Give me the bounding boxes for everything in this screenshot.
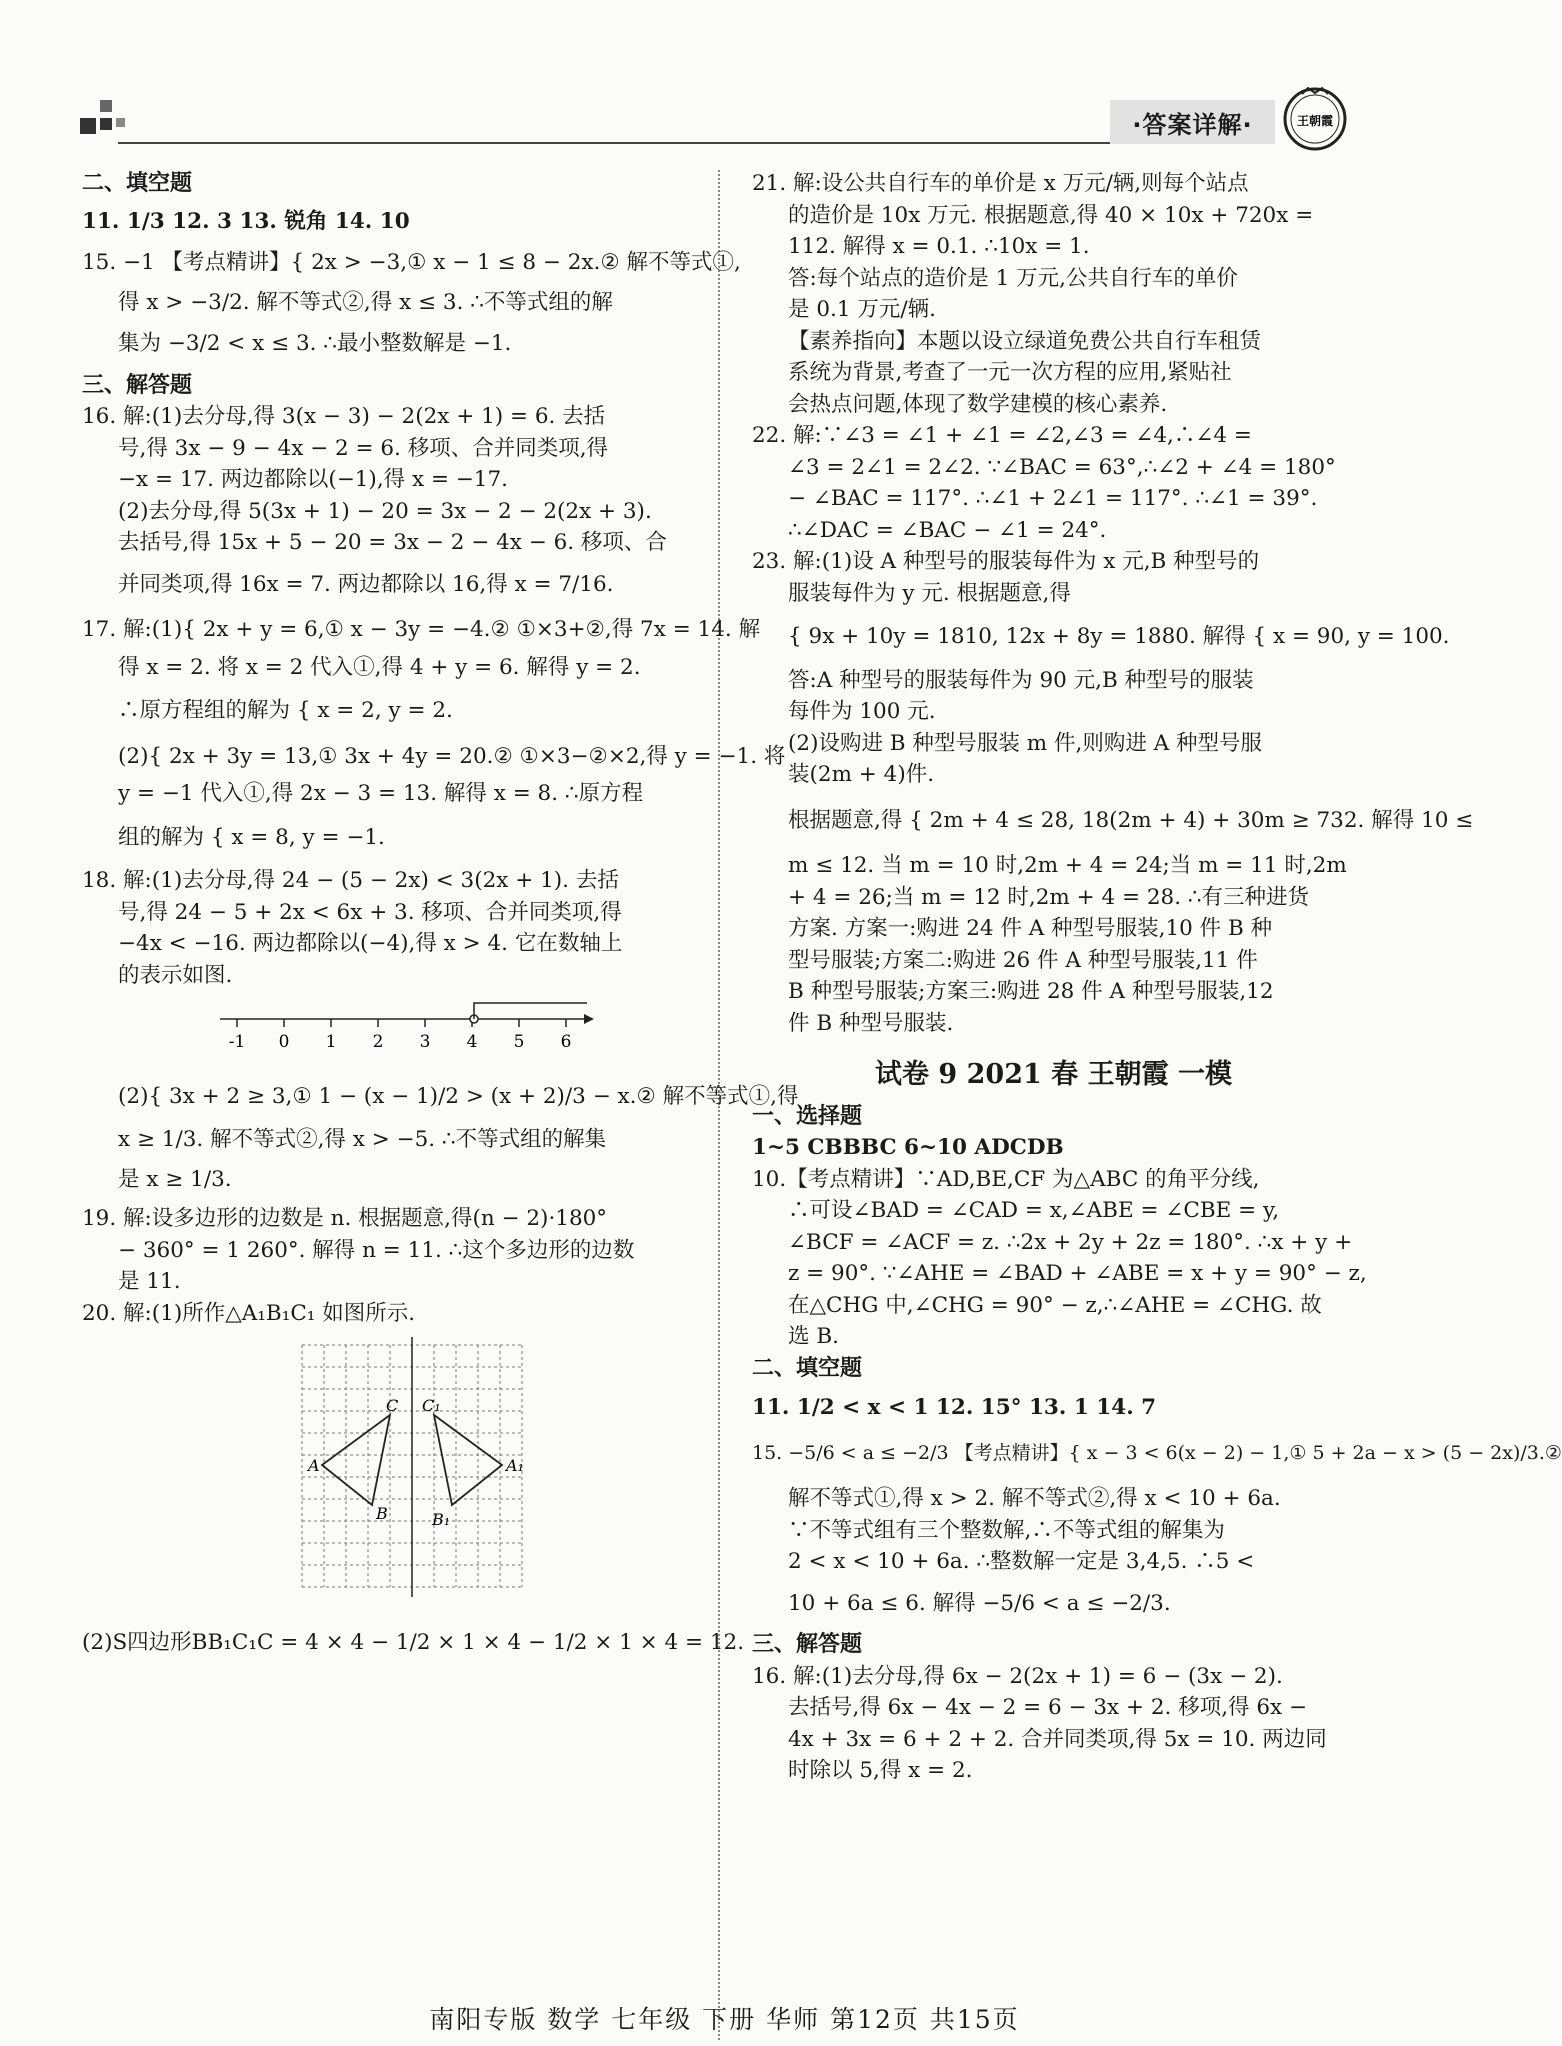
number-line-figure [82, 997, 682, 1053]
header-rule [118, 142, 1223, 144]
answer-line: 号,得 3x − 9 − 4x − 2 = 6. 移项、合并同类项,得 [118, 435, 609, 461]
answer-line: 15. −1 【考点精讲】{ 2x > −3,① x − 1 ≤ 8 − 2x.② 解不等式①, [82, 250, 741, 275]
answer-line: ∴可设∠BAD = ∠CAD = x,∠ABE = ∠CBE = y, [788, 1198, 1280, 1223]
number-line-label: 6 [560, 1032, 572, 1052]
answer-line: 并同类项,得 16x = 7. 两边都除以 16,得 x = 7/16. [118, 571, 614, 597]
label-a1: A₁ [506, 1456, 524, 1475]
label-a: A [308, 1456, 320, 1475]
answer-line: (2)设购进 B 种型号服装 m 件,则购进 A 种型号服 [788, 730, 1263, 756]
grid-figure [82, 1335, 682, 1605]
svg-text:王朝霞: 王朝霞 [1296, 114, 1334, 128]
answer-line: x ≥ 1/3. 解不等式②,得 x > −5. ∴不等式组的解集 [118, 1127, 607, 1152]
answer-line: 是 11. [118, 1269, 181, 1294]
answer-line: (2){ 3x + 2 ≥ 3,① 1 − (x − 1)/2 > (x + 2)/3 − x.② 解不等式①,得 [118, 1083, 799, 1109]
label-c1: C₁ [422, 1396, 441, 1415]
answer-line: 23. 解:(1)设 A 种型号的服装每件为 x 元,B 种型号的 [752, 549, 1260, 574]
number-line-label: 2 [372, 1032, 384, 1052]
answer-line: ∠3 = 2∠1 = 2∠2. ∵∠BAC = 63°,∴∠2 + ∠4 = 180° [788, 454, 1336, 480]
answer-line: 是 x ≥ 1/3. [118, 1166, 232, 1192]
right-column [752, 168, 1562, 1787]
answer-line: −4x < −16. 两边都除以(−4),得 x > 4. 它在数轴上 [118, 931, 623, 956]
answer-line: 是 0.1 万元/辆. [788, 297, 936, 322]
number-line-label: 4 [466, 1032, 478, 1052]
answer-line: 答:A 种型号的服装每件为 90 元,B 种型号的服装 [788, 667, 1254, 693]
brand-seal-icon [1282, 86, 1348, 152]
answer-line: 每件为 100 元. [788, 699, 936, 724]
answer-line: 10 + 6a ≤ 6. 解得 −5/6 < a ≤ −2/3. [788, 1590, 1171, 1616]
answer-line: ∴∠DAC = ∠BAC − ∠1 = 24°. [788, 517, 1107, 543]
answer-line: z = 90°. ∵∠AHE = ∠BAD + ∠ABE = x + y = 90° − z, [788, 1261, 1367, 1286]
answer-line: ∴原方程组的解为 { x = 2, y = 2. [118, 698, 453, 723]
answer-line: 17. 解:(1){ 2x + y = 6,① x − 3y = −4.② ①×3+②,得 7x = 14. 解 [82, 617, 761, 642]
answer-line: { 9x + 10y = 1810, 12x + 8y = 1880. 解得 { x = 90, y = 100. [788, 624, 1450, 649]
answer-line: 20. 解:(1)所作△A₁B₁C₁ 如图所示. [82, 1300, 416, 1326]
answer-line: 的造价是 10x 万元. 根据题意,得 40 × 10x + 720x = [788, 202, 1314, 228]
answer-line: 18. 解:(1)去分母,得 24 − (5 − 2x) < 3(2x + 1). 去括 [82, 868, 619, 893]
answer-line: 会热点问题,体现了数学建模的核心素养. [788, 391, 1168, 417]
answer-line: 装(2m + 4)件. [788, 762, 935, 787]
answer-line: 22. 解:∵∠3 = ∠1 + ∠1 = ∠2,∠3 = ∠4,∴∠4 = [752, 423, 1252, 448]
triangle-abc [322, 1415, 390, 1505]
page-footer: 南阳专版 数学 七年级 下册 华师 第12页 共15页 [429, 2005, 1020, 2034]
answer-line: 去括号,得 15x + 5 − 20 = 3x − 2 − 4x − 6. 移项、合 [118, 530, 667, 555]
answer-line: 系统为背景,考查了一元一次方程的应用,紧贴社 [788, 360, 1232, 385]
answer-line: 组的解为 { x = 8, y = −1. [118, 824, 385, 850]
number-line-label: 0 [278, 1032, 290, 1052]
answer-line: 方案. 方案一:购进 24 件 A 种型号服装,10 件 B 种 [788, 916, 1273, 941]
answer-line: 16. 解:(1)去分母,得 6x − 2(2x + 1) = 6 − (3x − 2). [752, 1663, 1283, 1689]
answer-line: 答:每个站点的造价是 1 万元,公共自行车的单价 [788, 265, 1238, 291]
answer-line: y = −1 代入①,得 2x − 3 = 13. 解得 x = 8. ∴原方程 [118, 781, 644, 806]
section-choice: 一、选择题 [752, 1103, 863, 1129]
answer-line: 件 B 种型号服装. [788, 1010, 954, 1036]
answer-line: + 4 = 26;当 m = 12 时,2m + 4 = 28. ∴有三种进货 [788, 884, 1310, 910]
answer-line: 4x + 3x = 6 + 2 + 2. 合并同类项,得 5x = 10. 两边同 [788, 1726, 1327, 1752]
answer-line: (2){ 2x + 3y = 13,① 3x + 4y = 20.② ①×3−②×2,得 y = −1. 将 [118, 743, 786, 769]
answer-line: 11. 1/3 12. 3 13. 锐角 14. 10 [82, 208, 410, 234]
answer-line: 10.【考点精讲】∵AD,BE,CF 为△ABC 的角平分线, [752, 1166, 1260, 1192]
section-solutions: 三、解答题 [82, 372, 193, 398]
answer-line: 根据题意,得 { 2m + 4 ≤ 28, 18(2m + 4) + 30m ≥ 732. 解得 10 ≤ [788, 807, 1474, 833]
answer-line: 得 x > −3/2. 解不等式②,得 x ≤ 3. ∴不等式组的解 [118, 289, 613, 315]
answer-line: 16. 解:(1)去分母,得 3(x − 3) − 2(2x + 1) = 6. 去括 [82, 404, 606, 429]
answer-line: 【素养指向】本题以设立绿道免费公共自行车租赁 [788, 328, 1262, 354]
answer-line: 在△CHG 中,∠CHG = 90° − z,∴∠AHE = ∠CHG. 故 [788, 1292, 1322, 1318]
label-b1: B₁ [432, 1510, 451, 1529]
answer-line: 服装每件为 y 元. 根据题意,得 [788, 580, 1071, 606]
page-header [0, 0, 1449, 150]
answer-line: 19. 解:设多边形的边数是 n. 根据题意,得(n − 2)·180° [82, 1206, 608, 1231]
answer-line: 去括号,得 6x − 4x − 2 = 6 − 3x + 2. 移项,得 6x − [788, 1695, 1308, 1720]
label-b: B [376, 1504, 388, 1523]
answer-line: B 种型号服装;方案三:购进 28 件 A 种型号服装,12 [788, 979, 1274, 1004]
section-fill-blank-2: 二、填空题 [752, 1355, 863, 1381]
answer-line: − ∠BAC = 117°. ∴∠1 + 2∠1 = 117°. ∴∠1 = 39°. [788, 486, 1318, 511]
section-fill-blank: 二、填空题 [82, 171, 193, 196]
answer-line: 型号服装;方案二:购进 26 件 A 种型号服装,11 件 [788, 947, 1258, 973]
number-line-label: -1 [228, 1032, 246, 1052]
number-line-label: 5 [513, 1032, 525, 1052]
answer-line: 时除以 5,得 x = 2. [788, 1758, 973, 1783]
answer-line: 21. 解:设公共自行车的单价是 x 万元/辆,则每个站点 [752, 171, 1249, 196]
answer-line: 的表示如图. [118, 962, 233, 988]
answer-line: 号,得 24 − 5 + 2x < 6x + 3. 移项、合并同类项,得 [118, 899, 622, 925]
exam-title: 试卷 9 2021 春 王朝霞 一模 [875, 1059, 1232, 1090]
triangle-a1b1c1 [434, 1415, 502, 1505]
answer-line: 112. 解得 x = 0.1. ∴10x = 1. [788, 234, 1090, 259]
left-column [82, 168, 799, 1658]
answer-line: (2)去分母,得 5(3x + 1) − 20 = 3x − 2 − 2(2x + 3). [118, 498, 652, 524]
answer-line: − 360° = 1 260°. 解得 n = 11. ∴这个多边形的边数 [118, 1237, 635, 1263]
answer-line: m ≤ 12. 当 m = 10 时,2m + 4 = 24;当 m = 11 时,2m [788, 853, 1347, 878]
answer-line: 选 B. [788, 1324, 839, 1349]
answer-line: 集为 −3/2 < x ≤ 3. ∴最小整数解是 −1. [118, 331, 512, 356]
answer-line: 2 < x < 10 + 6a. ∴整数解一定是 3,4,5. ∴5 < [788, 1549, 1255, 1574]
answer-line: (2)S四边形BB₁C₁C = 4 × 4 − 1/2 × 1 × 4 − 1/2 × 1 × 4 = 12. [82, 1629, 745, 1655]
label-c: C [386, 1396, 399, 1415]
answer-line: ∠BCF = ∠ACF = z. ∴2x + 2y + 2z = 180°. ∴x + y + [788, 1229, 1353, 1255]
answer-line: 15. −5/6 < a ≤ −2/3 【考点精讲】{ x − 3 < 6(x − 2) − 1,① 5 + 2a − x > (5 − 2x)/3.② [752, 1441, 1562, 1464]
answer-line: ∵不等式组有三个整数解,∴不等式组的解集为 [788, 1517, 1225, 1543]
choice-answers: 1~5 CBBBC 6~10 ADCDB [752, 1135, 1064, 1160]
answer-line: 解不等式①,得 x > 2. 解不等式②,得 x < 10 + 6a. [788, 1486, 1281, 1511]
section-solutions-2: 三、解答题 [752, 1632, 863, 1657]
answer-line: 11. 1/2 < x < 1 12. 15° 13. 1 14. 7 [752, 1395, 1157, 1420]
number-line-label: 3 [419, 1032, 431, 1052]
answer-line: 得 x = 2. 将 x = 2 代入①,得 4 + y = 6. 解得 y = 2. [118, 654, 641, 680]
answer-tag: ·答案详解· [1110, 100, 1275, 144]
answer-line: −x = 17. 两边都除以(−1),得 x = −17. [118, 467, 509, 492]
number-line-label: 1 [325, 1032, 337, 1052]
